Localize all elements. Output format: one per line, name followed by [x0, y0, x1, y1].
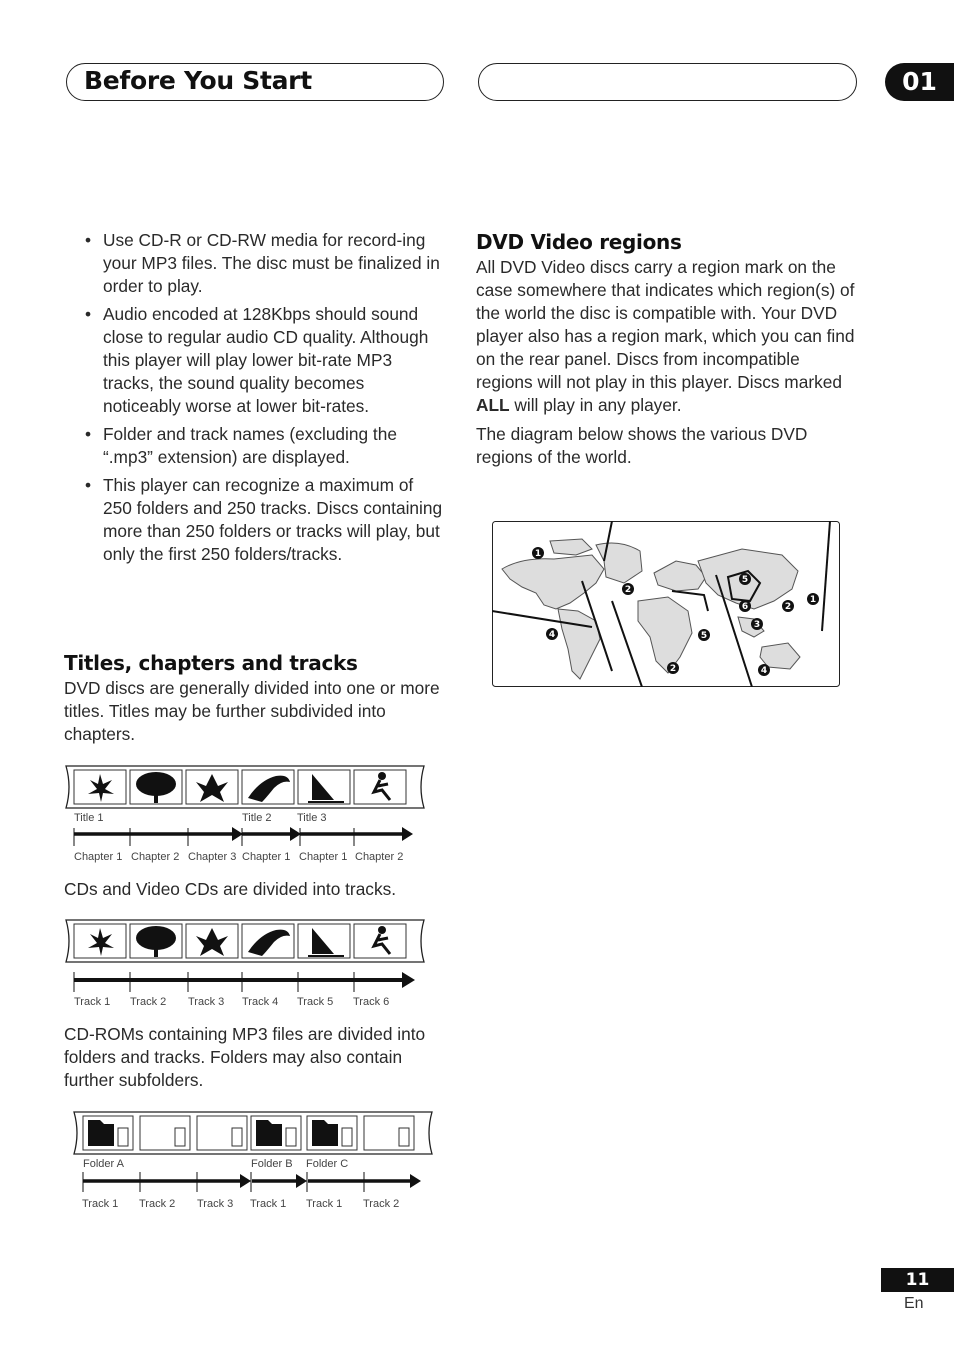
chapter-number: 01 — [885, 63, 954, 101]
track-label: Track 4 — [242, 996, 279, 1008]
page-number: 11 — [881, 1268, 954, 1292]
titles-heading: Titles, chapters and tracks — [64, 651, 358, 675]
track-label: Track 2 — [130, 996, 167, 1008]
list-item: • Use CD-R or CD-RW media for record-ing your MP3 files. The disc must be finalized in order to play. — [85, 229, 445, 298]
title-label: Title 1 — [74, 812, 104, 824]
track-label: Track 1 — [74, 996, 111, 1008]
mp3-notes-list — [85, 229, 445, 566]
track-label: Track 2 — [139, 1198, 176, 1210]
chapter-label: Chapter 2 — [131, 851, 180, 863]
chapter-label: Chapter 2 — [355, 851, 404, 863]
folder-label: Folder C — [306, 1158, 349, 1170]
track-label: Track 5 — [297, 996, 334, 1008]
region-marker: 1 — [534, 549, 542, 559]
chapter-label: Chapter 1 — [299, 851, 348, 863]
regions-diagram-note: The diagram below shows the various DVD regions of the world. — [476, 424, 808, 467]
region-marker: 5 — [741, 575, 749, 585]
title-label: Title 3 — [297, 812, 327, 824]
region-marker: 2 — [624, 585, 632, 595]
track-label: Track 1 — [250, 1198, 287, 1210]
region-marker: 2 — [669, 664, 677, 674]
cdrom-paragraph: CD-ROMs containing MP3 files are divided into folders and tracks. Folders may also contain further subfolders. — [64, 1024, 426, 1090]
left-column — [85, 229, 445, 571]
mp3-folders-diagram — [70, 1108, 438, 1214]
titles-paragraph: DVD discs are generally divided into one or more titles. Titles may be further subdivided into chapters. — [64, 678, 440, 744]
track-label: Track 1 — [306, 1198, 343, 1210]
page-language: En — [904, 1295, 924, 1312]
cds-paragraph: CDs and Video CDs are divided into tracks. — [64, 879, 397, 899]
region-marker: 3 — [753, 620, 761, 630]
region-marker: 5 — [700, 631, 708, 641]
cd-tracks-diagram — [62, 916, 432, 1014]
dvd-regions-section — [476, 230, 858, 469]
list-item: • This player can recognize a maximum of 250 folders and 250 tracks. Discs containing more than 250 folders or tracks will play, but only the first 250 folders/tracks. — [85, 474, 445, 566]
regions-paragraph: All DVD Video discs carry a region mark on the case somewhere that indicates which region(s) of the world the disc is compatible with. Your DVD player also has a region mark, which you can find on the rear panel. Discs from incompatible regions will not play in this player. Discs marked ALL will play in any player. — [476, 257, 855, 415]
track-label: Track 2 — [363, 1198, 400, 1210]
chapter-label: Chapter 1 — [74, 851, 123, 863]
list-item: • Audio encoded at 128Kbps should sound close to regular audio CD quality. Although this player will play lower bit-rate MP3 tracks, the sound quality becomes noticeably worse at lower bit-rates. — [85, 303, 445, 418]
folder-label: Folder B — [251, 1158, 293, 1170]
track-label: Track 3 — [188, 996, 225, 1008]
list-item: • Folder and track names (excluding the “.mp3” extension) are displayed. — [85, 423, 445, 469]
regions-heading: DVD Video regions — [476, 230, 682, 254]
region-world-map — [492, 521, 840, 687]
titles-section — [64, 651, 444, 746]
chapter-label: Chapter 3 — [188, 851, 237, 863]
track-label: Track 3 — [197, 1198, 234, 1210]
region-marker: 1 — [809, 595, 817, 605]
region-marker: 4 — [760, 666, 768, 676]
track-label: Track 1 — [82, 1198, 119, 1210]
chapter-label: Chapter 1 — [242, 851, 291, 863]
dvd-titles-diagram — [62, 762, 432, 872]
header-empty-box — [478, 63, 857, 101]
region-marker: 2 — [784, 602, 792, 612]
region-marker: 4 — [548, 630, 556, 640]
page-title: Before You Start — [84, 66, 312, 95]
title-label: Title 2 — [242, 812, 272, 824]
folder-label: Folder A — [83, 1158, 124, 1170]
region-marker: 6 — [741, 602, 749, 612]
all-marker: ALL — [476, 395, 510, 415]
track-label: Track 6 — [353, 996, 390, 1008]
